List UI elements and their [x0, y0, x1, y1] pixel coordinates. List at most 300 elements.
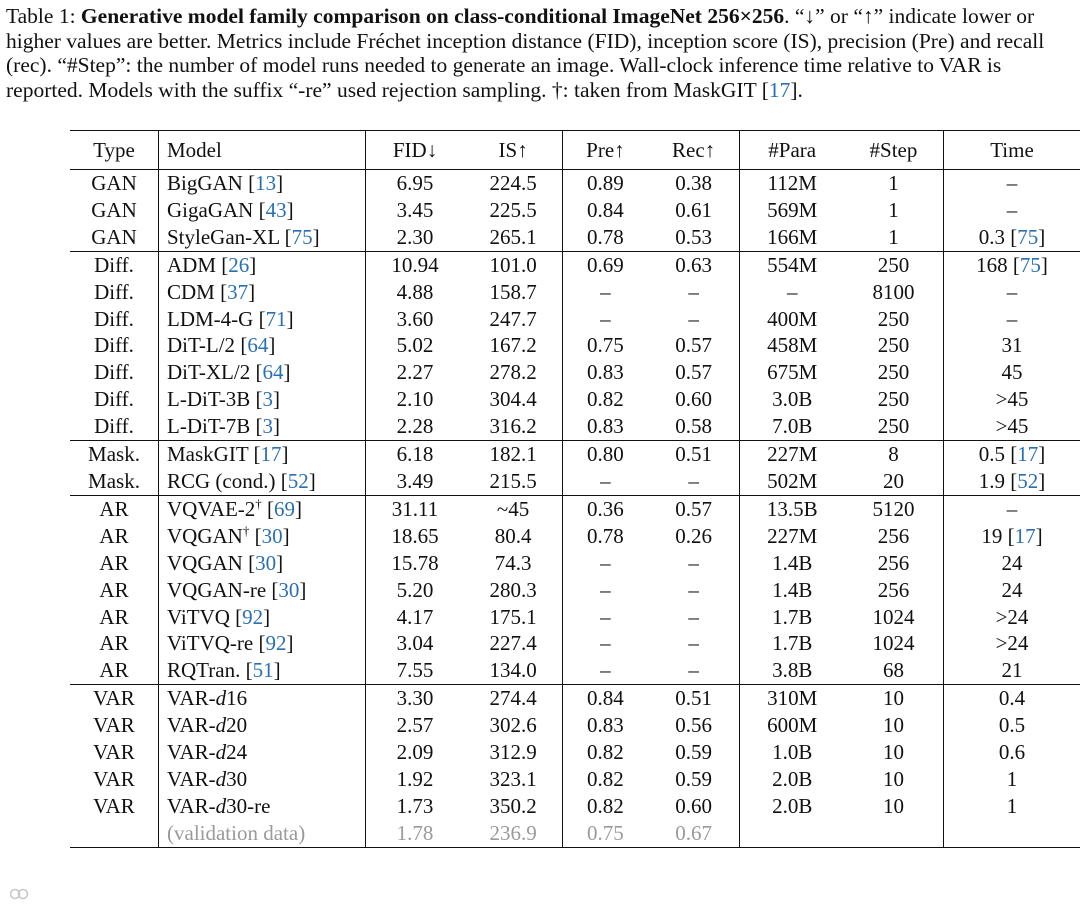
cell-is: 323.1 [489, 766, 537, 791]
model-name: DiT-L/2 [167, 333, 236, 358]
cell-fid: 2.09 [366, 739, 465, 766]
cell-model [159, 712, 366, 739]
model-name: VAR- [167, 766, 216, 791]
model-name: StyleGan-XL [167, 224, 280, 249]
cell-step: 256 [877, 550, 910, 575]
citation-link[interactable]: 92 [265, 631, 287, 656]
cell-is: 227.4 [489, 631, 537, 656]
cell-fid: 2.30 [366, 224, 465, 251]
cell-para: 13.5B [740, 495, 844, 522]
citation-link[interactable]: 92 [242, 604, 264, 629]
model-name: VAR- [167, 713, 216, 738]
cell-type: VAR [93, 766, 135, 791]
cell-step: 10 [882, 713, 904, 738]
citation-link[interactable]: 64 [247, 333, 269, 358]
cell-para: 3.0B [740, 386, 844, 413]
cell-type: Diff. [94, 279, 134, 304]
cell-time: >45 [943, 413, 1080, 440]
cell-type: GAN [91, 197, 137, 222]
model-name: DiT-XL/2 [167, 360, 251, 385]
model-name: VAR- [167, 740, 216, 765]
cell-para: 3.8B [740, 657, 844, 684]
table-row [70, 523, 1080, 550]
cell-time: 24 [943, 550, 1080, 577]
cell-model: VQGAN [30] [159, 550, 366, 577]
cell-is: 182.1 [464, 441, 563, 468]
cell-time: 168 [75] [943, 251, 1080, 278]
cell-fid: 18.65 [366, 523, 465, 550]
model-depth-value: 30 [226, 766, 248, 791]
table-row [70, 712, 1080, 739]
cell-rec: 0.61 [675, 197, 712, 222]
citation-link[interactable]: 3 [262, 387, 273, 412]
cell-is: 225.5 [489, 197, 537, 222]
cell-fid: 3.49 [366, 468, 465, 495]
table-row [70, 197, 1080, 224]
cell-type: AR [99, 604, 129, 629]
citation-link[interactable]: 26 [228, 252, 250, 277]
cell-is: 80.4 [494, 523, 532, 548]
cell-is: 278.2 [489, 360, 537, 385]
cell-model: L-DiT-7B [3] [159, 413, 366, 440]
cell-model [159, 820, 366, 847]
table-row [70, 251, 1080, 278]
cell-fid: 3.60 [366, 306, 465, 333]
cell-fid: 5.02 [366, 332, 465, 359]
model-depth-symbol: d [215, 713, 227, 738]
model-name: ViTVQ [167, 604, 230, 629]
cell-rec: 0.60 [675, 793, 712, 818]
cell-is: 302.6 [489, 713, 537, 738]
cell-step: 250 [844, 251, 944, 278]
cell-time: 0.5 [17] [943, 441, 1080, 468]
cell-is: 247.7 [489, 306, 537, 331]
caption-body: . “↓” or “↑” indicate lower or higher values are better. Metrics include Fréchet inception distance (FID), inception score (IS), precision (Pre) and recall (rec). “#Step”: the number of model runs needed to generate an image. Wall-clock inference time relative to VAR is reported. Models with the suffix “-re” used rejection sampling. †: taken from MaskGIT [ [6, 4, 1045, 102]
table-row [70, 306, 1080, 333]
cell-model [159, 766, 366, 793]
cell-fid: 31.11 [366, 495, 465, 522]
cell-para: 2.0B [740, 766, 844, 793]
citation-link[interactable]: 51 [252, 658, 274, 683]
citation-link[interactable]: 17 [260, 442, 282, 467]
cell-pre: 0.75 [563, 820, 648, 847]
cell-fid: 7.55 [366, 657, 465, 684]
cell-rec: 0.57 [675, 360, 712, 385]
cell-type: Diff. [94, 360, 134, 385]
cell-model: L-DiT-3B [3] [159, 386, 366, 413]
cell-type: Mask. [88, 468, 140, 493]
table-row [70, 332, 1080, 359]
model-depth-value: 24 [226, 740, 248, 765]
cell-rec: 0.60 [675, 387, 712, 412]
cell-para: 227M [740, 441, 844, 468]
cell-time: >45 [943, 386, 1080, 413]
cell-step: 68 [882, 658, 904, 683]
cell-fid: 2.10 [366, 386, 465, 413]
cell-pre: 0.69 [563, 251, 648, 278]
cell-pre: 0.83 [563, 712, 648, 739]
cell-type: VAR [93, 713, 135, 738]
cell-rec: 0.67 [648, 820, 740, 847]
citation-link[interactable]: 64 [262, 360, 284, 385]
cell-rec: 0.59 [675, 740, 712, 765]
cell-is: 316.2 [489, 414, 537, 439]
cell-step: 256 [877, 577, 910, 602]
cell-time: – [943, 170, 1080, 197]
cell-pre: 0.75 [563, 332, 648, 359]
citation-link[interactable]: 75 [1017, 224, 1039, 249]
cell-fid: 1.92 [366, 766, 465, 793]
cell-fid: 15.78 [366, 550, 465, 577]
cell-is: ~45 [464, 495, 563, 522]
cell-pre: – [563, 306, 648, 333]
cell-para: 600M [740, 712, 844, 739]
cell-type: AR [99, 523, 129, 548]
cell-rec: – [688, 658, 699, 683]
table-row [70, 170, 1080, 197]
cell-fid: 6.95 [366, 170, 465, 197]
cell-para: 166M [740, 224, 844, 251]
cell-type: AR [99, 631, 129, 656]
cell-is: 167.2 [489, 333, 537, 358]
cell-type: Mask. [70, 441, 159, 468]
cell-time: – [943, 306, 1080, 333]
cell-step: 250 [877, 414, 910, 439]
cell-is: 134.0 [489, 658, 537, 683]
table-row [70, 739, 1080, 766]
cell-is: 280.3 [489, 577, 537, 602]
cell-step: 250 [877, 333, 910, 358]
cell-fid: 6.18 [366, 441, 465, 468]
model-name: VQVAE-2 [167, 496, 256, 521]
cell-fid: 3.04 [366, 630, 465, 657]
model-name: L-DiT-7B [167, 414, 251, 439]
time-value: 19 [981, 523, 1003, 548]
cell-para: 227M [740, 523, 844, 550]
table-row [70, 550, 1080, 577]
cell-fid: 4.17 [366, 604, 465, 631]
cell-is: 236.9 [464, 820, 563, 847]
cell-fid: 4.88 [366, 279, 465, 306]
citation-link[interactable]: 75 [1019, 252, 1041, 277]
dagger-mark: † [255, 495, 262, 511]
cell-time: 0.5 [943, 712, 1080, 739]
caption-end: ]. [790, 77, 803, 102]
cell-rec: – [688, 550, 699, 575]
cell-fid: 1.78 [366, 820, 465, 847]
cell-type: VAR [70, 685, 159, 712]
cell-is: 274.4 [464, 685, 563, 712]
cell-para: 400M [740, 306, 844, 333]
cell-type [70, 820, 159, 847]
cell-type: Diff. [94, 333, 134, 358]
cell-model: LDM-4-G [71] [159, 306, 366, 333]
table-row [70, 604, 1080, 631]
cell-time: – [943, 495, 1080, 522]
cell-is: 224.5 [489, 171, 537, 195]
model-name: VAR- [167, 793, 216, 818]
cell-para: 554M [740, 251, 844, 278]
model-name: LDM-4-G [167, 306, 254, 331]
model-depth-symbol: d [215, 793, 227, 818]
cell-pre: 0.36 [563, 495, 648, 522]
cell-rec: – [688, 631, 699, 656]
header-step: #Step [844, 131, 944, 170]
citation-link[interactable]: 43 [265, 197, 287, 222]
model-name: CDM [167, 279, 215, 304]
cell-type: VAR [93, 793, 135, 818]
citation-link[interactable]: 71 [265, 306, 287, 331]
cell-pre: 0.80 [563, 441, 648, 468]
cell-is: 350.2 [489, 793, 537, 818]
citation-link[interactable]: 69 [274, 496, 296, 521]
header-pre: Pre↑ [563, 131, 648, 170]
cell-para: 1.7B [740, 604, 844, 631]
cell-para: 7.0B [740, 413, 844, 440]
model-name: VQGAN [167, 550, 243, 575]
table-row [70, 386, 1080, 413]
table-row [70, 468, 1080, 495]
model-name: RQTran. [167, 658, 241, 683]
cell-is: 101.0 [464, 251, 563, 278]
citation-link[interactable]: 13 [255, 171, 277, 195]
cell-time: >24 [943, 630, 1080, 657]
citation-link[interactable]: 17 [1017, 442, 1039, 467]
cell-step: 250 [877, 387, 910, 412]
cell-is: 215.5 [489, 468, 537, 493]
cell-time: 19 [17] [943, 523, 1080, 550]
cell-pre: – [563, 630, 648, 657]
cell-model: ADM [26] [159, 251, 366, 278]
comparison-table [70, 130, 1080, 848]
header-model: Model [159, 131, 366, 170]
cell-model: StyleGan-XL [75] [159, 224, 366, 251]
cell-rec: 0.63 [648, 251, 740, 278]
cell-model: VQGAN† [30] [159, 523, 366, 550]
cell-para: 1.4B [740, 550, 844, 577]
model-name: VQGAN-re [167, 577, 267, 602]
cell-pre: 0.84 [563, 685, 648, 712]
table-row [70, 657, 1080, 684]
model-name: ADM [167, 252, 217, 277]
table-row [70, 793, 1080, 820]
model-depth-value: 20 [226, 713, 248, 738]
cell-step: 8100 [872, 279, 915, 304]
cell-pre: 0.89 [563, 170, 648, 197]
cell-fid: 2.57 [366, 712, 465, 739]
cell-time: 31 [943, 332, 1080, 359]
cell-fid: 10.94 [366, 251, 465, 278]
cell-fid: 1.73 [366, 793, 465, 820]
cell-model: CDM [37] [159, 279, 366, 306]
cell-type: AR [99, 577, 129, 602]
cell-time: 0.3 [75] [943, 224, 1080, 251]
cell-model: ViTVQ [92] [159, 604, 366, 631]
model-depth-symbol: d [215, 686, 227, 711]
cell-model [159, 793, 366, 820]
cell-para: 458M [740, 332, 844, 359]
caption-label: Table 1: [6, 4, 76, 28]
cell-pre: 0.82 [563, 386, 648, 413]
cell-type: Diff. [94, 387, 134, 412]
cell-model [159, 739, 366, 766]
model-name: MaskGIT [167, 442, 249, 467]
cell-para: 502M [740, 468, 844, 495]
table-row [70, 766, 1080, 793]
model-name: VQGAN [167, 523, 243, 548]
cell-time: 1 [943, 793, 1080, 820]
cell-model: ViTVQ-re [92] [159, 630, 366, 657]
cell-pre: 0.83 [563, 413, 648, 440]
cell-rec: 0.59 [675, 766, 712, 791]
cell-step: 10 [882, 793, 904, 818]
cell-para: 675M [740, 359, 844, 386]
cell-is: 304.4 [489, 387, 537, 412]
model-depth-value: 30-re [226, 793, 271, 818]
cell-fid: 3.45 [366, 197, 465, 224]
cell-para: 310M [740, 685, 844, 712]
cell-rec: – [688, 577, 699, 602]
model-name: ViTVQ-re [167, 631, 254, 656]
cell-step: 5120 [844, 495, 944, 522]
dagger-mark: † [242, 522, 250, 538]
cell-rec: – [688, 306, 699, 331]
model-name: L-DiT-3B [167, 387, 251, 412]
cell-fid: 2.28 [366, 413, 465, 440]
cell-para: 112M [740, 170, 844, 197]
header-type: Type [70, 131, 159, 170]
cell-time: 1.9 [52] [943, 468, 1080, 495]
cell-step: 10 [882, 766, 904, 791]
cell-model: VQVAE-2† [69] [159, 495, 366, 522]
cell-step: 256 [877, 523, 910, 548]
cell-model: GigaGAN [43] [159, 197, 366, 224]
cell-pre: 0.82 [563, 766, 648, 793]
cell-pre: – [563, 657, 648, 684]
cell-type: AR [99, 658, 129, 683]
cell-type: AR [99, 550, 129, 575]
cell-step: 1024 [872, 631, 915, 656]
cell-step: 20 [882, 468, 904, 493]
model-depth-symbol: d [215, 766, 227, 791]
citation-link[interactable]: 52 [287, 468, 309, 493]
cell-pre: 0.84 [563, 197, 648, 224]
cell-model: DiT-L/2 [64] [159, 332, 366, 359]
table-row [70, 495, 1080, 522]
caption-ref-link[interactable]: 17 [768, 77, 791, 102]
cell-step: 1 [888, 197, 899, 222]
table-body [70, 170, 1080, 848]
cell-step: 10 [844, 685, 944, 712]
cell-type: AR [70, 495, 159, 522]
cell-is: 158.7 [489, 279, 537, 304]
cell-rec: 0.56 [675, 713, 712, 738]
cell-rec: – [688, 279, 699, 304]
cell-model: BigGAN [13] [159, 170, 366, 197]
citation-link[interactable]: 75 [291, 224, 313, 249]
cell-step: 1 [888, 224, 899, 249]
citation-link[interactable]: 30 [255, 550, 277, 575]
cell-type: GAN [91, 224, 137, 249]
cell-type: Diff. [94, 306, 134, 331]
cell-time: 0.6 [943, 739, 1080, 766]
cell-step: 250 [877, 306, 910, 331]
table-row [70, 359, 1080, 386]
cell-rec: 0.53 [675, 224, 712, 249]
cell-type: GAN [91, 171, 137, 195]
time-value: 0.5 [978, 442, 1005, 467]
table-row [70, 685, 1080, 712]
table-row [70, 820, 1080, 847]
cell-pre: – [563, 279, 648, 306]
cell-time: 1 [943, 766, 1080, 793]
cell-time: >24 [943, 604, 1080, 631]
cell-step [844, 820, 944, 847]
watermark-logo [10, 884, 30, 906]
citation-link[interactable]: 3 [262, 414, 273, 439]
cell-rec: 0.57 [648, 495, 740, 522]
cell-pre: – [563, 604, 648, 631]
cell-rec: 0.51 [648, 441, 740, 468]
cell-pre: 0.78 [563, 523, 648, 550]
cell-pre: – [563, 468, 648, 495]
cell-para: 1.0B [740, 739, 844, 766]
header-fid: FID↓ [366, 131, 465, 170]
cell-type: Diff. [94, 414, 134, 439]
cell-pre: – [563, 550, 648, 577]
cell-time: – [943, 197, 1080, 224]
cell-rec: 0.38 [675, 171, 712, 195]
cell-type: Diff. [70, 251, 159, 278]
citation-link[interactable]: 52 [1017, 468, 1039, 493]
model-name: RCG (cond.) [167, 468, 276, 493]
cell-pre: 0.82 [563, 739, 648, 766]
cell-fid: 3.30 [366, 685, 465, 712]
cell-step: 1024 [872, 604, 915, 629]
citation-link[interactable]: 30 [278, 577, 300, 602]
model-name: (validation data) [167, 820, 306, 845]
header-para: #Para [740, 131, 844, 170]
cell-rec: 0.57 [675, 333, 712, 358]
citation-link[interactable]: 30 [261, 523, 283, 548]
cell-time: 0.4 [943, 685, 1080, 712]
cell-model: MaskGIT [17] [159, 441, 366, 468]
header-time: Time [943, 131, 1080, 170]
cell-model: DiT-XL/2 [64] [159, 359, 366, 386]
cell-rec: 0.58 [675, 414, 712, 439]
table-row [70, 441, 1080, 468]
model-depth-value: 16 [226, 686, 248, 711]
cell-time: – [943, 279, 1080, 306]
time-value: 1.9 [978, 468, 1005, 493]
table-row [70, 413, 1080, 440]
model-depth-symbol: d [215, 740, 227, 765]
cell-type: VAR [93, 740, 135, 765]
cell-pre: – [563, 577, 648, 604]
cell-rec: 0.51 [648, 685, 740, 712]
citation-link[interactable]: 37 [227, 279, 249, 304]
cell-step: 10 [882, 740, 904, 765]
cell-time [943, 820, 1080, 847]
cell-pre: 0.78 [563, 224, 648, 251]
model-name: BigGAN [167, 171, 243, 195]
cell-model [159, 685, 366, 712]
cell-is: 175.1 [489, 604, 537, 629]
table-row [70, 630, 1080, 657]
citation-link[interactable]: 17 [1014, 523, 1036, 548]
cell-model: RCG (cond.) [52] [159, 468, 366, 495]
table-row [70, 279, 1080, 306]
